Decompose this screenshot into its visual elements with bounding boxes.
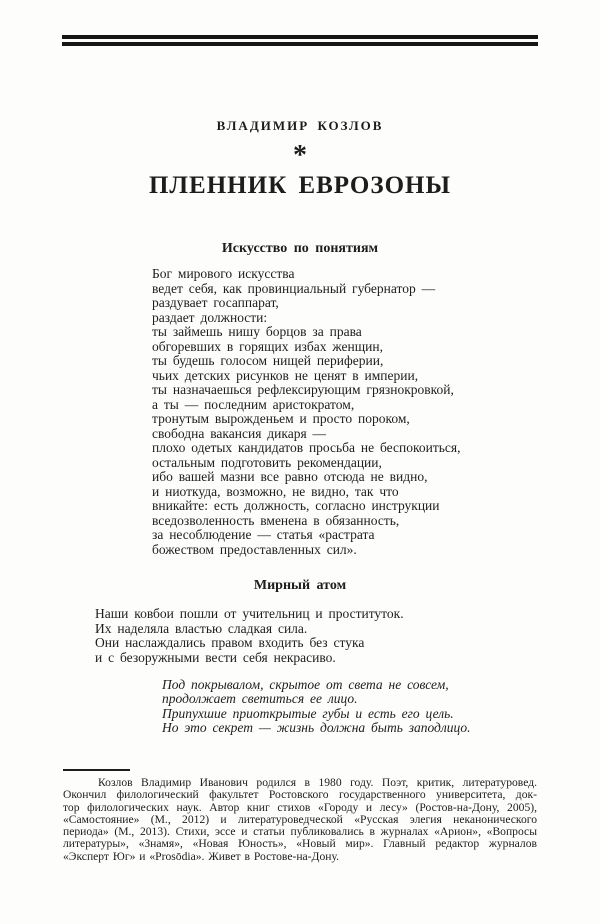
poem-1-title: Искусство по понятиям [221,241,379,256]
poem-2-title: Мирный атом [253,578,347,593]
poem-line: продолжает светиться ее лицо. [162,691,358,707]
poem-line: вникайте: есть должность, согласно инструкции [152,498,440,513]
top-double-rule [62,35,538,46]
bio-line: периода» (М., 2013). Стихи, эссе и статьи публиковались в журналах «Арион», «Вопросы [63,825,537,839]
poem-line: Бог мирового искусства [152,266,295,281]
poem-line: Припухшие приоткрытые губы и есть его цель. [162,705,454,721]
bio-line: «Самостояние» (М., 2012) и литературоведческой «Русская элегия неканонического [63,812,537,826]
poem-line: Их наделяла властью сладкая сила. [95,620,308,636]
poem-line: раздает должности: [152,309,268,325]
poem-line: вседозволенность вменена в обязанность, [152,512,400,528]
page-title: ПЛЕННИК ЕВРОЗОНЫ [148,172,452,199]
poem-line: чьих детских рисунков не ценят в империи, [152,367,419,383]
poem-line: раздувает госаппарат, [152,295,279,310]
poem-2-body [95,607,404,665]
poem-line: обгоревших в горящих избах женщин, [152,338,383,354]
poem-line: Они наслаждались правом входить без стука [95,635,365,650]
poem-2-italic-stanza [162,678,471,735]
bio-line: Козлов Владимир Иванович родился в 1980 году. Поэт, критик, литературовед. [98,776,537,789]
poem-line: ибо вашей мазни все равно отсюда не видно, [152,469,428,484]
poem-line: Под покрывалом, скрытое от света не совсем, [162,677,449,692]
asterisk-separator: * [293,140,307,171]
rule-bar-bottom [62,42,538,46]
bio-line: «Эксперт Юг» и «Prosōdia». Живет в Ростове-на-Дону. [63,849,339,863]
poem-line: ведет себя, как провинциальный губернатор — [152,280,436,296]
author-bio-footnote [63,777,537,863]
poem-line: плохо одетых кандидатов просьба не беспокоиться, [152,440,461,455]
bio-line: литературы», «Знамя», «Новая Юность», «Новый мир». Главный редактор журналов [63,837,537,851]
poem-line: и с безоружными вести себя некрасиво. [95,649,336,665]
poem-line: а ты — последним аристократом, [152,396,355,412]
poem-line: и ниоткуда, возможно, не видно, так что [152,483,399,499]
poem-line: Наши ковбои пошли от учительниц и проституток. [95,606,404,621]
author-name: ВЛАДИМИР КОЗЛОВ [216,118,384,133]
poem-line: тронутым вырожденьем и просто пороком, [152,411,410,426]
footnote-rule [63,769,130,771]
poem-line: свободна вакансия дикаря — [152,425,327,441]
poem-line: божеством предоставленных сил». [152,541,357,557]
poem-line: ты назначаешься рефлексирующим грязнокровкой, [152,382,454,397]
poem-line: ты будешь голосом нищей периферии, [152,353,384,368]
poem-line: за несоблюдение — статья «растрата [152,527,375,542]
poem-line: Но это секрет — жизнь должна быть заподлицо. [162,719,471,735]
poem-1-body [152,267,460,557]
poem-line: остальным подготовить рекомендации, [152,454,382,470]
bio-line: Окончил филологический факультет Ростовского государственного университета, док- [63,788,537,802]
poem-line: ты займешь нишу борцов за права [152,324,362,339]
bio-line: тор филологических наук. Автор книг стихов «Городу и лесу» (Ростов-на-Дону, 2005), [63,800,537,814]
